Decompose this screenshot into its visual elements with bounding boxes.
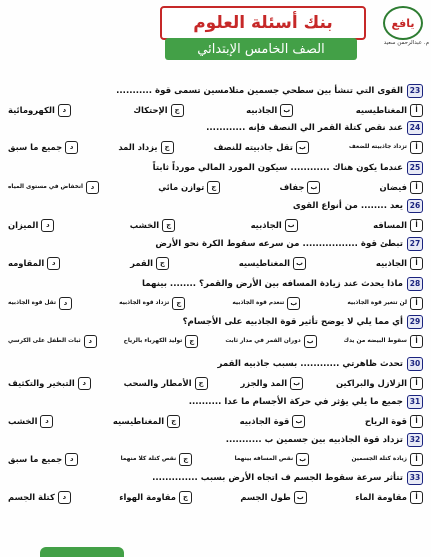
question-number: 27 bbox=[407, 237, 423, 251]
option-text: الأمطار والسحب bbox=[123, 378, 192, 388]
answer-option[interactable] bbox=[133, 104, 183, 117]
option-text: جفاف bbox=[279, 182, 305, 192]
option-text: مقاومة الهواء bbox=[119, 492, 176, 502]
answer-option[interactable] bbox=[279, 181, 320, 194]
question-25 bbox=[8, 160, 423, 176]
option-letter: ب bbox=[292, 415, 305, 428]
option-text: توليد الكهرباء بالرياح bbox=[123, 337, 183, 344]
option-text: الإحتكاك bbox=[133, 105, 168, 115]
option-letter: ج bbox=[207, 181, 220, 194]
question-text: ماذا يحدث عند زيادة المسافه بين الأرض والقمر؟ ........ بينهما bbox=[142, 279, 403, 289]
answer-option[interactable] bbox=[214, 141, 309, 154]
answer-option[interactable] bbox=[240, 415, 306, 428]
answer-option[interactable] bbox=[119, 491, 192, 504]
option-text: توازن مائي bbox=[158, 182, 205, 192]
answer-option[interactable] bbox=[365, 415, 423, 428]
option-letter: أ bbox=[410, 491, 423, 504]
footer-bar bbox=[40, 547, 124, 557]
question-number: 24 bbox=[407, 121, 423, 135]
question-text: تبطئ قوة ................. من سرعه سقوط الكرة نحو الأرض bbox=[155, 239, 403, 249]
answer-option[interactable] bbox=[8, 335, 97, 348]
answer-option[interactable] bbox=[113, 415, 180, 428]
option-letter: أ bbox=[410, 141, 423, 154]
question-text: تتأثر سرعة سقوط الجسم ف اتجاه الأرض بسبب .............. bbox=[152, 473, 403, 483]
grade-banner: الصف الخامس الإبتدائي bbox=[165, 38, 357, 60]
question-31 bbox=[8, 394, 423, 410]
option-text: تزداد قوة الجاذبيه bbox=[119, 299, 170, 306]
question-23 bbox=[8, 83, 423, 99]
option-text: تقل قوة الجاذبيه bbox=[8, 299, 56, 306]
option-letter: ج bbox=[171, 104, 184, 117]
answer-option[interactable] bbox=[347, 297, 423, 310]
option-letter: أ bbox=[410, 335, 423, 348]
option-text: المقاومه bbox=[8, 258, 45, 268]
option-text: التبخير والتكثيف bbox=[8, 378, 75, 388]
options-row bbox=[8, 449, 423, 469]
answer-option[interactable] bbox=[251, 219, 298, 232]
answer-option[interactable] bbox=[8, 104, 71, 117]
question-text: أي مما يلي لا يوضح تأثير قوة الجاذبيه على الأجسام؟ bbox=[182, 317, 403, 327]
options-row bbox=[8, 215, 423, 235]
option-letter: أ bbox=[410, 257, 423, 270]
answer-option[interactable] bbox=[8, 491, 71, 504]
option-text: المغناطيسيه bbox=[112, 416, 165, 426]
option-text: ثبات الطفل على الكرسي bbox=[8, 337, 81, 344]
option-letter: ج bbox=[195, 377, 208, 390]
options-row bbox=[8, 100, 423, 120]
option-letter: د bbox=[47, 257, 60, 270]
option-letter: أ bbox=[410, 453, 423, 466]
answer-option[interactable] bbox=[8, 415, 53, 428]
answer-option[interactable] bbox=[349, 141, 423, 154]
option-text: القمر bbox=[130, 258, 153, 268]
question-text: القوى التي تنشأ بين سطحي جسمين متلامسين تسمى قوة ........... bbox=[116, 86, 403, 96]
option-text: الجاذبيه bbox=[250, 220, 282, 230]
question-number: 30 bbox=[407, 357, 423, 371]
option-text: الجاذبيه bbox=[375, 258, 407, 268]
question-32 bbox=[8, 432, 423, 448]
option-letter: ج bbox=[167, 415, 180, 428]
option-letter: د bbox=[65, 453, 78, 466]
answer-option[interactable] bbox=[130, 219, 175, 232]
question-29 bbox=[8, 314, 423, 330]
answer-option[interactable] bbox=[344, 335, 423, 348]
option-letter: أ bbox=[410, 415, 423, 428]
author-name: م. عبدالرحمن سعيد bbox=[383, 40, 429, 46]
answer-option[interactable] bbox=[8, 219, 54, 232]
option-text: الخشب bbox=[8, 416, 38, 426]
options-row bbox=[8, 373, 423, 393]
answer-option[interactable] bbox=[336, 377, 423, 390]
answer-option[interactable] bbox=[376, 257, 423, 270]
option-letter: د bbox=[86, 181, 99, 194]
option-letter: أ bbox=[410, 104, 423, 117]
logo-text: يافع bbox=[391, 16, 415, 30]
page-title: بنك أسئلة العلوم bbox=[160, 6, 366, 40]
answer-option[interactable] bbox=[158, 181, 220, 194]
question-number: 33 bbox=[407, 471, 423, 485]
option-text: المد والجزر bbox=[240, 378, 288, 388]
option-text: نقص المسافه بينهما bbox=[234, 455, 294, 462]
option-letter: ب bbox=[293, 257, 306, 270]
page-header bbox=[0, 0, 431, 66]
option-letter: د bbox=[65, 141, 78, 154]
option-letter: ب bbox=[296, 141, 309, 154]
answer-option[interactable] bbox=[8, 181, 99, 194]
question-28 bbox=[8, 276, 423, 292]
option-text: فيضان bbox=[379, 182, 407, 192]
question-text: تزداد قوة الجاذبيه بين جسمين ب ........... bbox=[225, 435, 403, 445]
question-27 bbox=[8, 236, 423, 252]
option-text: سقوط البيضه من يدك bbox=[343, 337, 407, 344]
option-letter: ج bbox=[172, 297, 185, 310]
option-text: تنعدم قوة الجاذبيه bbox=[232, 299, 285, 306]
answer-option[interactable] bbox=[240, 491, 306, 504]
option-letter: د bbox=[78, 377, 91, 390]
answer-option[interactable] bbox=[235, 453, 310, 466]
question-26 bbox=[8, 198, 423, 214]
question-30 bbox=[8, 356, 423, 372]
logo bbox=[383, 6, 423, 40]
answer-option[interactable] bbox=[373, 219, 423, 232]
options-row bbox=[8, 331, 423, 351]
options-row bbox=[8, 177, 423, 197]
option-text: طول الجسم bbox=[240, 492, 291, 502]
answer-option[interactable] bbox=[8, 453, 78, 466]
options-row bbox=[8, 137, 423, 157]
question-text: تحدث ظاهرتي ............ بسبب جاذبيه القمر bbox=[217, 359, 403, 369]
option-letter: أ bbox=[410, 297, 423, 310]
option-text: المغناطيسيه bbox=[238, 258, 291, 268]
option-text: دوران القمر في مدار ثابت bbox=[225, 337, 301, 344]
option-letter: ب bbox=[294, 491, 307, 504]
question-number: 25 bbox=[407, 161, 423, 175]
option-text: كتلة الجسم bbox=[8, 492, 55, 502]
answer-option[interactable] bbox=[130, 257, 169, 270]
option-text: لن تتغير قوة الجاذبيه bbox=[347, 299, 407, 306]
answer-option[interactable] bbox=[355, 491, 423, 504]
question-24 bbox=[8, 120, 423, 136]
answer-option[interactable] bbox=[8, 257, 60, 270]
option-text: قوة الرياح bbox=[364, 416, 407, 426]
option-text: جميع ما سبق bbox=[8, 142, 63, 152]
option-letter: د bbox=[41, 219, 54, 232]
option-letter: د bbox=[59, 297, 72, 310]
answer-option[interactable] bbox=[8, 141, 78, 154]
option-text: المغناطيسيه bbox=[355, 105, 407, 115]
option-letter: د bbox=[84, 335, 97, 348]
option-letter: ب bbox=[304, 335, 317, 348]
option-text: تقل جاذبيته للنصف bbox=[213, 142, 293, 152]
options-row bbox=[8, 487, 423, 507]
option-letter: ب bbox=[296, 453, 309, 466]
option-text: الكهرومائية bbox=[8, 105, 55, 115]
option-letter: ب bbox=[285, 219, 298, 232]
option-letter: ج bbox=[185, 335, 198, 348]
answer-option[interactable] bbox=[118, 141, 173, 154]
question-number: 29 bbox=[407, 315, 423, 329]
question-number: 23 bbox=[407, 84, 423, 98]
answer-option[interactable] bbox=[124, 335, 199, 348]
option-text: مقاومة الماء bbox=[355, 492, 407, 502]
option-text: الميزان bbox=[8, 220, 39, 230]
question-number: 28 bbox=[407, 277, 423, 291]
options-row bbox=[8, 293, 423, 313]
option-text: قوة الجاذبيه bbox=[239, 416, 290, 426]
question-text: جميع ما يلي يؤثر في حركة الأجسام ما عدا .......... bbox=[188, 397, 403, 407]
option-letter: أ bbox=[410, 219, 423, 232]
option-letter: ج bbox=[179, 453, 192, 466]
answer-option[interactable] bbox=[8, 297, 72, 310]
option-text: الجاذبيه bbox=[246, 105, 278, 115]
question-33 bbox=[8, 470, 423, 486]
option-text: نقص كتلة كلا منهما bbox=[120, 455, 177, 462]
answer-option[interactable] bbox=[119, 297, 185, 310]
option-text: تزداد جاذبيته للضعف bbox=[349, 143, 407, 150]
question-text: عند نقص كتلة القمر الي النصف فإنه ............ bbox=[206, 123, 403, 133]
option-text: الخشب bbox=[129, 220, 160, 230]
answer-option[interactable] bbox=[121, 453, 193, 466]
option-text: المسافه bbox=[373, 220, 407, 230]
question-text: عندما يكون هناك ............ سيكون المورد المالي مورداً ثابتاً bbox=[152, 163, 403, 173]
option-letter: أ bbox=[410, 181, 423, 194]
answer-option[interactable] bbox=[352, 453, 423, 466]
option-letter: ج bbox=[156, 257, 169, 270]
answer-option[interactable] bbox=[240, 377, 303, 390]
option-text: يزداد المد bbox=[118, 142, 158, 152]
option-letter: ج bbox=[161, 141, 174, 154]
answer-option[interactable] bbox=[356, 104, 423, 117]
answer-option[interactable] bbox=[239, 257, 306, 270]
option-text: الزلازل والبراكين bbox=[335, 378, 407, 388]
question-text: يعد ........ من أنواع القوى bbox=[292, 201, 403, 211]
option-letter: ب bbox=[280, 104, 293, 117]
answer-option[interactable] bbox=[246, 104, 293, 117]
option-letter: ب bbox=[307, 181, 320, 194]
option-letter: أ bbox=[410, 377, 423, 390]
option-letter: ب bbox=[290, 377, 303, 390]
question-number: 26 bbox=[407, 199, 423, 213]
answer-option[interactable] bbox=[232, 297, 300, 310]
options-row bbox=[8, 411, 423, 431]
option-letter: د bbox=[58, 104, 71, 117]
option-text: زيادة كتلة الجسمين bbox=[351, 455, 407, 462]
question-number: 32 bbox=[407, 433, 423, 447]
question-number: 31 bbox=[407, 395, 423, 409]
answer-option[interactable] bbox=[124, 377, 208, 390]
option-letter: ب bbox=[287, 297, 300, 310]
answer-option[interactable] bbox=[380, 181, 423, 194]
option-letter: د bbox=[40, 415, 53, 428]
option-text: انخفاض في مستوى المياه bbox=[8, 183, 84, 190]
answer-option[interactable] bbox=[225, 335, 316, 348]
option-text: جميع ما سبق bbox=[8, 454, 63, 464]
option-letter: ج bbox=[162, 219, 175, 232]
options-row bbox=[8, 253, 423, 273]
option-letter: د bbox=[58, 491, 71, 504]
option-letter: ج bbox=[179, 491, 192, 504]
answer-option[interactable] bbox=[8, 377, 91, 390]
